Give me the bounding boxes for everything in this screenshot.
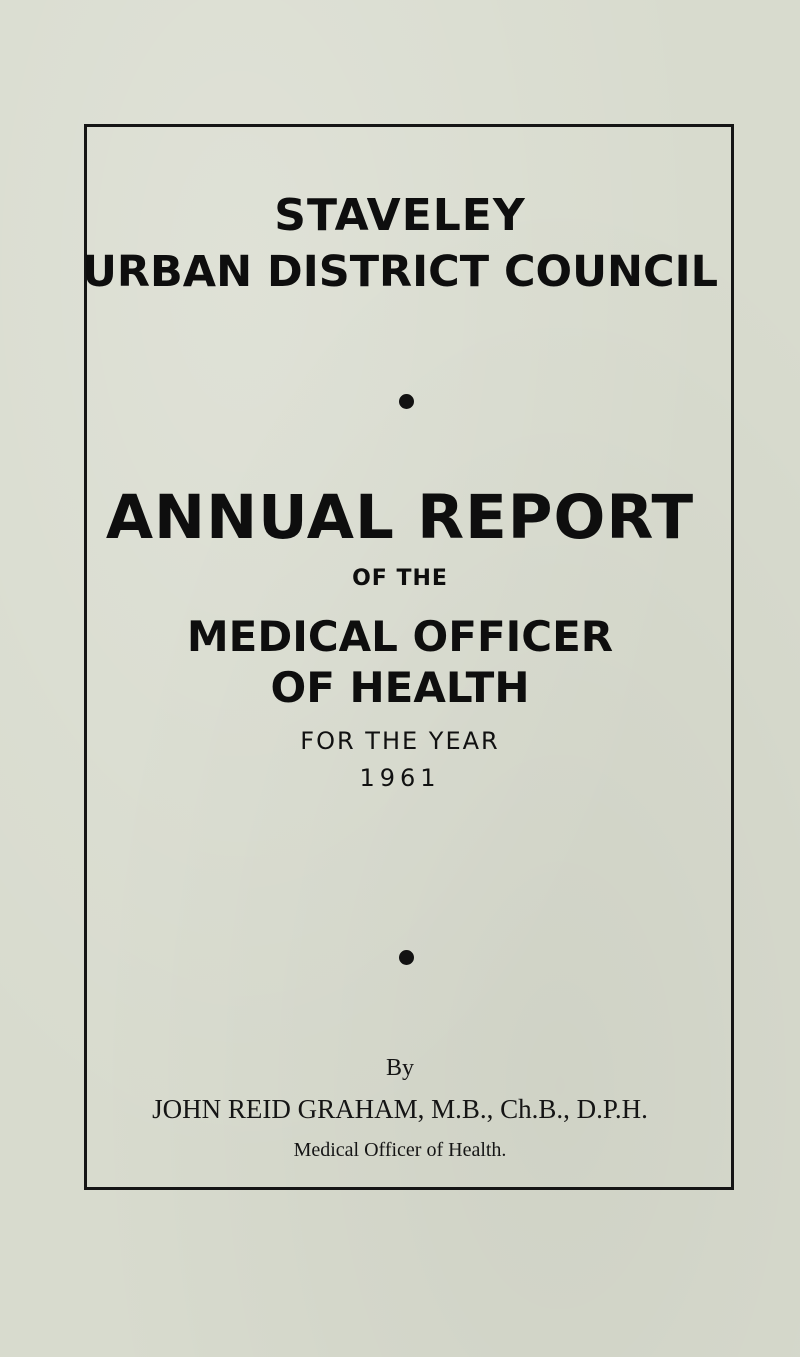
for-the-year-label: FOR THE YEAR [300,727,500,755]
of-the-label: OF THE [352,566,448,591]
authority-name: STAVELEY [274,190,526,241]
authority-type: URBAN DISTRICT COUNCIL [82,247,718,297]
author-name: JOHN REID GRAHAM, M.B., Ch.B., D.P.H. [152,1094,648,1124]
bullet-dot-icon [399,950,414,965]
author-role: Medical Officer of Health. [293,1139,507,1161]
report-title: ANNUAL REPORT [105,482,695,553]
bullet-dot-icon [399,394,414,409]
officer-title-line1: MEDICAL OFFICER [186,612,614,661]
officer-title-line2: OF HEALTH [270,663,530,712]
by-label: By [385,1055,414,1081]
report-year: 1961 [359,764,441,792]
